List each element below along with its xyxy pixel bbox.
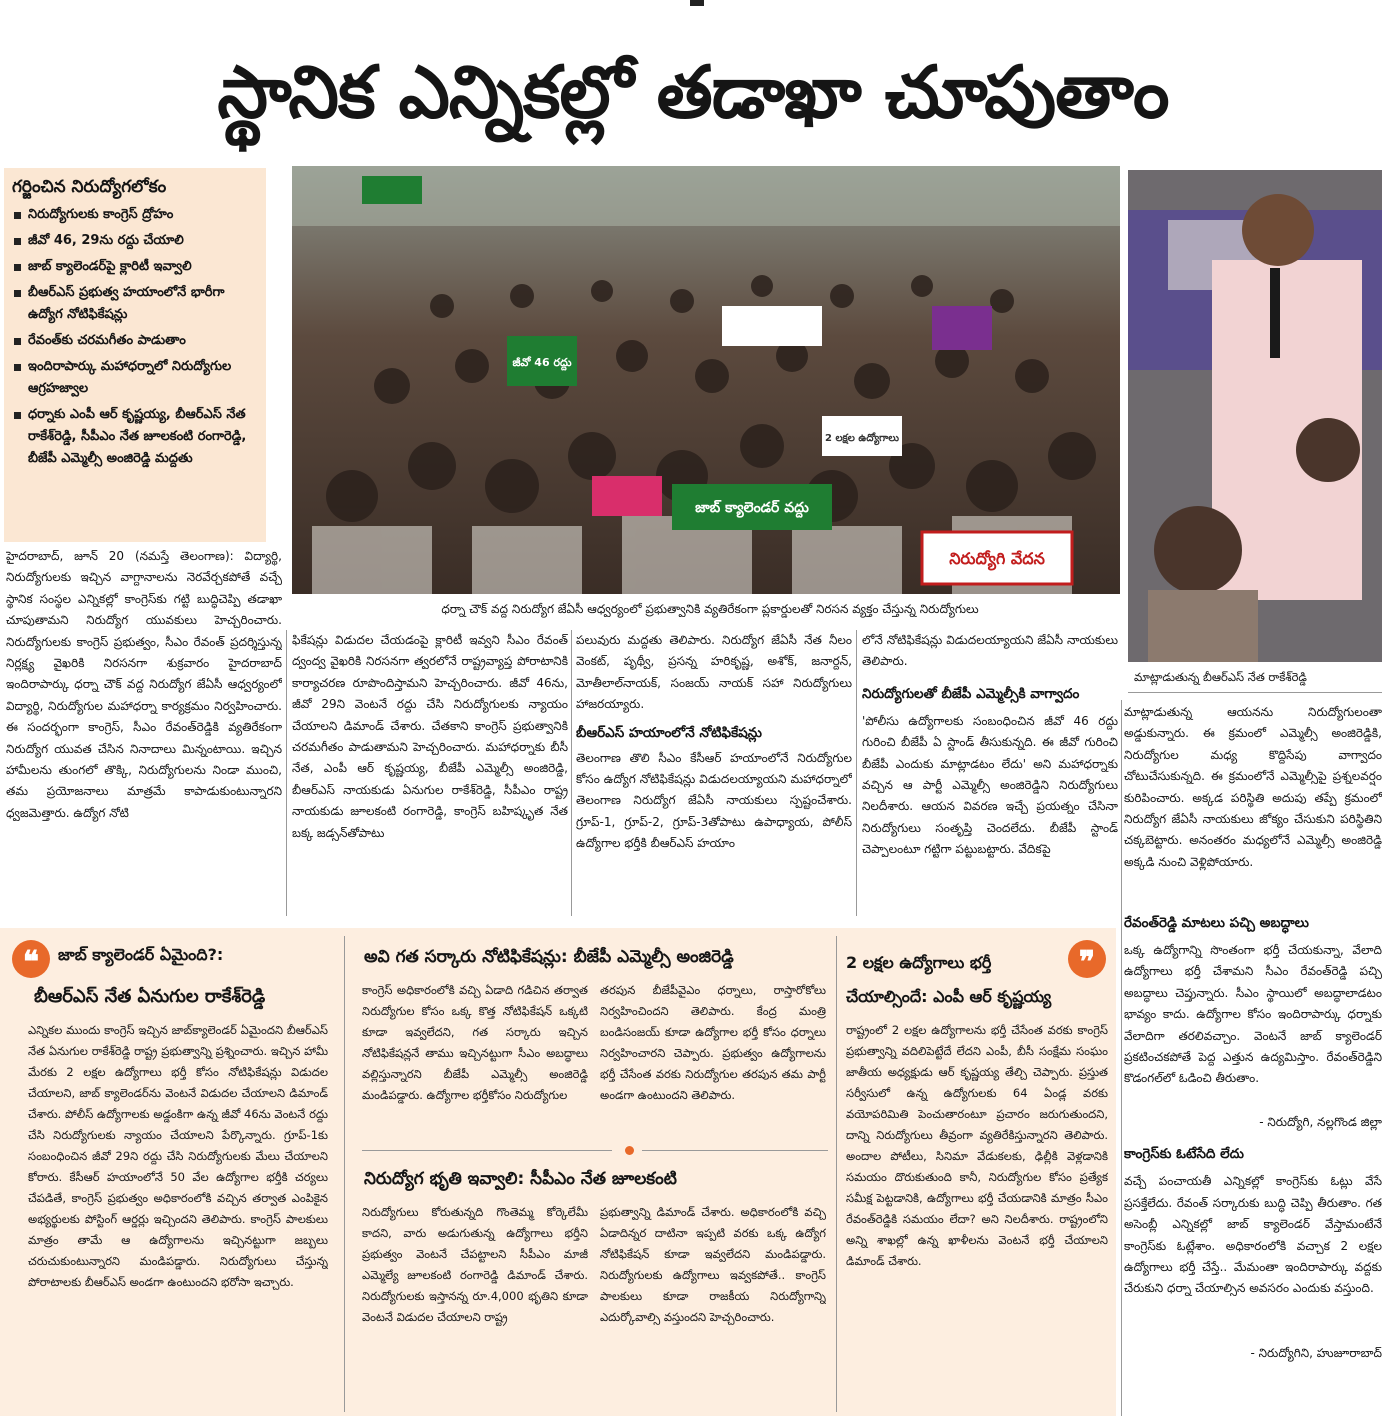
column-text: ఒక్క ఉద్యోగాన్ని సొంతంగా భర్తీ చేయకున్నా, వేలాది ఉద్యోగాలు భర్తీ చేశామని సీఎం రేవంత్‌రెడ్డి పచ్చి అబద్ధాలు చెప్తున్నారు. సీఎం స్థాయిలో అబద్ధాలాడటం భావ్యం కాదు. ఉద్యోగాల కోసం ఇందిరాపార్కు ధర్నాకు వేలాదిగా తరలివచ్చాం. వెంటనే జాబ్‌ క్యాలెండర్‌ ప్రకటించకపోతే పెద్ద ఎత్తున ఉద్యమిస్తాం. రేవంత్‌రెడ్డిని కొడంగల్‌లో ఓడించి తీరుతాం. [1124, 943, 1382, 1086]
divider [836, 936, 837, 1412]
article-column-1: హైదరాబాద్‌, జూన్‌ 20 (నమస్తే తెలంగాణ): విద్యార్థి, నిరుద్యోగులకు ఇచ్చిన వాగ్దానాలను నెరవేర్చకపోతే వచ్చే స్థానిక సంస్థల ఎన్నికల్లో కాంగ్రెస్‌కు గట్టి బుద్ధిచెప్పి తడాఖా చూపుతామని నిరుద్యోగ యువకులు హెచ్చరించారు. నిరుద్యోగులకు కాంగ్రెస్‌ ప్రభుత్వం, సీఎం రేవంత్‌ ప్రదర్శిస్తున్న నిర్లక్ష్య వైఖరికి నిరసనగా శుక్రవారం హైదరాబాద్‌ ఇందిరాపార్కు ధర్నా చౌక్‌ వద్ద నిరుద్యోగ జేఏసీ ఆధ్వర్యంలో విద్యార్థి, నిరుద్యోగుల మహాధర్నా కార్యక్రమం నిర్వహించారు. ఈ సందర్భంగా కాంగ్రెస్‌, సీఎం రేవంత్‌రెడ్డికి వ్యతిరేకంగా నిరుద్యోగ యువత చేసిన నినాదాలు మిన్నంటాయి. ఇచ్చిన హామీలను తుంగలో తొక్కి, నిరుద్యోగులను నిండా ముంచి, తమ ప్రయోజనాలు మాత్రమే కాపాడుకుంటున్నారని ధ్వజమెత్తారు. ఉద్యోగ నోటి [6, 549, 282, 820]
highlight-item: బీఆర్‌ఎస్‌ ప్రభుత్వ హయాంలోనే భారీగా ఉద్యోగ నోటిఫికేషన్లు [12, 282, 258, 326]
highlights-title: గర్జించిన నిరుద్యోగలోకం [12, 177, 167, 197]
divider [344, 936, 345, 1412]
quote-open-icon: ❝ [12, 940, 50, 978]
box1-text: ఎన్నికల ముందు కాంగ్రెస్‌ ఇచ్చిన జాబ్‌క్యాలెండర్‌ ఏమైందని బీఆర్‌ఎస్‌ నేత ఏనుగుల రాకేశ్‌రెడ్డి రాష్ట్ర ప్రభుత్వాన్ని ప్రశ్నించారు. ఇచ్చిన హామీ మేరకు 2 లక్షల ఉద్యోగాలు భర్తీ కోసం నోటిఫికేషన్లు విడుదల చేయాలని, జాబ్‌ క్యాలెండర్‌ను వెంటనే విడుదల చేయాలని డిమాండ్‌ చేశారు. పోలీస్‌ ఉద్యోగాలకు అడ్డంకిగా ఉన్న జీవో 46ను వెంటనే రద్దు చేసి నిరుద్యోగులకు న్యాయం చేయాలని పేర్కొన్నారు. గ్రూప్‌-1కు సంబంధించిన జీవో 29ని రద్దు చేసి నిరుద్యోగులకు మేలు చేయాలని కోరారు. కేసీఆర్‌ హయాంలోనే 50 వేల ఉద్యోగాల భర్తీకి చర్యలు చేపడితే, కాంగ్రెస్‌ ప్రభుత్వం అధికారంలోకి వచ్చిన తర్వాత ఎంపికైన అభ్యర్థులకు పోస్టింగ్‌ ఆర్డర్లు ఇచ్చిందని తెలిపారు. కాంగ్రెస్‌ పాలకులు మాత్రం తామే ఆ ఉద్యోగాలను ఇచ్చినట్టుగా జబ్బలు చరుచుకుంటున్నారని మండిపడ్డారు. నిరుద్యోగులు చేస్తున్న పోరాటాలకు బీఆర్‌ఎస్‌ అండగా ఉంటుందని భరోసా ఇచ్చారు. [28, 1023, 328, 1289]
highlight-item: జాబ్‌ క్యాలెండర్‌పై క్లారిటీ ఇవ్వాలి [12, 256, 258, 278]
column-text: మాట్లాడుతున్న ఆయనను నిరుద్యోగులంతా అడ్డుకున్నారు. ఈ క్రమంలో ఎమ్మెల్సీ అంజిరెడ్డికి, నిరుద్యోగుల మధ్య కొద్దిసేపు వాగ్వాదం చోటుచేసుకున్నది. ఈ క్రమంలోనే ఎమ్మెల్సీపై ప్రశ్నలవర్షం కురిపించారు. అక్కడ పరిస్థితి అదుపు తప్పే క్రమంలో నిరుద్యోగ జేఏసీ నాయకులు జోక్యం చేసుకుని పరిస్థితిని చక్కబెట్టారు. అనంతరం మధ్యలోనే ఎమ్మెల్సీ అంజిరెడ్డి అక్కడి నుంచి వెళ్లిపోయారు. [1124, 705, 1382, 869]
placard-text: 2 లక్షల ఉద్యోగాలు [825, 433, 899, 444]
highlight-item: ధర్నాకు ఎంపీ ఆర్‌ కృష్ణయ్య, బీఆర్‌ఎస్‌ నేత రాకేశ్‌రెడ్డి, సీపీఎం నేత జూలకంటి రంగారెడ్డి, బీజేపీ ఎమ్మెల్సీ అంజిరెడ్డి మద్దతు [12, 404, 258, 470]
article-column-4 [862, 630, 1118, 881]
quote-close-icon: ❞ [1068, 940, 1106, 978]
box4-text: రాష్ట్రంలో 2 లక్షల ఉద్యోగాలను భర్తీ చేసేంత వరకు కాంగ్రెస్‌ ప్రభుత్వాన్ని వదిలిపెట్టేదే లేదని ఎంపీ, బీసీ సంక్షేమ సంఘం జాతీయ అధ్యక్షుడు ఆర్‌ కృష్ణయ్య తేల్చి చెప్పారు. ప్రస్తుత సర్వీసులో ఉన్న ఉద్యోగులకు 64 ఏండ్ల వరకు వయోపరిమితి పెంచుతారంటూ ప్రచారం జరుగుతుందని, దాన్ని నిరుద్యోగులు తీవ్రంగా వ్యతిరేకిస్తున్నారని తెలిపారు. అందాల పోటీలు, సినిమా వేడుకలకు, ఢిల్లీకి వెళ్లడానికి సమయం దొరుకుతుంది కానీ, నిరుద్యోగుల కోసం ప్రత్యేక సమీక్ష పెట్టడానికి, ఉద్యోగాలు భర్తీ చేయడానికి మాత్రం సీఎం రేవంత్‌రెడ్డికి సమయం లేదా? అని నిలదీశారు. రాష్ట్రంలోని అన్ని శాఖల్లో ఉన్న ఖాళీలను వెంటనే భర్తీ చేయాలని డిమాండ్‌ చేశారు. [846, 1023, 1108, 1268]
speaker-photo [1128, 170, 1382, 662]
subheading: నిరుద్యోగులతో బీజేపీ ఎమ్మెల్సీకి వాగ్వాదం [862, 685, 1080, 702]
box3-heading: నిరుద్యోగ భృతి ఇవ్వాలి: సీపీఎం నేత జూలకంటి [364, 1169, 677, 1189]
column-text: లోనే నోటిఫికేషన్లు విడుదలయ్యాయని జేఏసీ నాయకులు తెలిపారు. [862, 633, 1118, 669]
divider [1121, 700, 1122, 1416]
separator-dot [625, 1146, 634, 1155]
column-text: వచ్చే పంచాయతీ ఎన్నికల్లో కాంగ్రెస్‌కు ఓట్లు వేసే ప్రసక్తేలేదు. రేవంత్‌ సర్కారుకు బుద్ధి చెప్పి తీరుతాం. గత అసెంబ్లీ ఎన్నికల్లో జాబ్‌ క్యాలెండర్‌ వేస్తామంటేనే కాంగ్రెస్‌కు ఓట్లేశాం. అధికారంలోకి వచ్చాక 2 లక్షల ఉద్యోగాలు భర్తీ చేస్తే.. మేమంతా ఇందిరాపార్కు వద్దకు చేరుకుని ధర్నా చేయాల్సిన అవసరం ఎందుకు వస్తుంది. [1124, 1174, 1382, 1296]
highlights-list [4, 204, 266, 470]
divider [571, 630, 572, 916]
protest-photo [292, 166, 1120, 594]
headline: స్థానిక ఎన్నికల్లో తడాఖా చూపుతాం [217, 50, 1169, 134]
article-column-5 [1124, 702, 1382, 1365]
column-text: పలువురు మద్దతు తెలిపారు. నిరుద్యోగ జేఏసీ నేత నీలం వెంకట్‌, పృథ్వీ, ప్రసన్న హరికృష్ణ, అశోక్‌, జనార్దన్‌, మోతీలాల్‌నాయక్‌, సంజయ్‌ నాయక్‌ సహా నిరుద్యోగులు హాజరయ్యారు. [576, 633, 852, 712]
box3-text: నిరుద్యోగులు కోరుతున్నది గొంతెమ్మ కోర్కెలేమీ కాదని, వారు అడుగుతున్న ఉద్యోగాలు భర్తీని ప్రభుత్వం వెంటనే చేపట్టాలని సీపీఎం మాజీ ఎమ్మెల్యే జూలకంటి రంగారెడ్డి డిమాండ్‌ చేశారు. నిరుద్యోగులకు ఇస్తానన్న రూ.4,000 భృతిని కూడా వెంటనే విడుదల చేయాలని రాష్ట్ర [362, 1205, 588, 1324]
placard-text: జాబ్‌ క్యాలెండర్‌ వద్దు [695, 500, 809, 516]
byline: - నిరుద్యోగిని, హుజూరాబాద్‌ [1250, 1346, 1382, 1361]
highlight-item: నిరుద్యోగులకు కాంగ్రెస్‌ ద్రోహం [12, 204, 258, 226]
divider [642, 1150, 828, 1151]
top-bar [0, 0, 1386, 8]
box1-heading: బీఆర్‌ఎస్‌ నేత ఏనుగుల రాకేశ్‌రెడ్డి [34, 986, 266, 1007]
byline: - నిరుద్యోగి, నల్లగొండ జిల్లా [1259, 1115, 1382, 1129]
highlight-item: రేవంత్‌కు చరమగీతం పాడుతాం [12, 330, 258, 352]
placard-text: జీవో 46 రద్దు [512, 356, 572, 369]
box4-heading: చేయాల్సిందే: ఎంపీ ఆర్‌ కృష్ణయ్య [846, 987, 1052, 1006]
column-text: 'పోలీసు ఉద్యోగాలకు సంబంధించిన జీవో 46 రద్దు గురించి బీజేపీ ఏ స్టాండ్‌ తీసుకున్నది. ఈ జీవో గురించి బీజేపీ ఎందుకు మాట్లాడటం లేదు' అని మహాధర్నాకు వచ్చిన ఆ పార్టీ ఎమ్మెల్సీ అంజిరెడ్డిని నిరుద్యోగులు నిలదీశారు. ఆయన వివరణ ఇచ్చే ప్రయత్నం చేసినా నిరుద్యోగులు సంతృప్తి చెందలేదు. బీజేపీ స్టాండ్‌ చెప్పాలంటూ గట్టిగా పట్టుబట్టారు. వేదికపై [862, 713, 1118, 857]
box2-heading: అవి గత సర్కారు నోటిఫికేషన్లు: బీజేపీ ఎమ్మెల్సీ అంజిరెడ్డి [364, 947, 734, 967]
box3-text: ప్రభుత్వాన్ని డిమాండ్‌ చేశారు. అధికారంలోకి వచ్చి ఏడాదిన్నర దాటినా ఇప్పటి వరకు ఒక్క ఉద్యోగ నోటిఫికేషన్‌ కూడా ఇవ్వలేదని మండిపడ్డారు. నిరుద్యోగులకు ఉద్యోగాలు ఇవ్వకపోతే.. కాంగ్రెస్‌ పాలకులు కూడా రాజకీయ నిరుద్యోగాన్ని ఎదుర్కోవాల్సి వస్తుందని హెచ్చరించారు. [600, 1205, 826, 1324]
highlight-item: ఇందిరాపార్కు మహాధర్నాలో నిరుద్యోగుల ఆగ్రహజ్వాల [12, 356, 258, 400]
divider [286, 630, 287, 916]
box1-heading: జాబ్‌ క్యాలెండర్‌ ఏమైంది?: [58, 945, 224, 964]
subheading: కాంగ్రెస్‌కు ఓటేసేది లేదు [1124, 1146, 1244, 1163]
main-photo-caption: ధర్నా చౌక్‌ వద్ద నిరుద్యోగ జేఏసీ ఆధ్వర్యంలో ప్రభుత్వానికి వ్యతిరేకంగా ప్లకార్డులతో నిరసన వ్యక్తం చేస్తున్న నిరుద్యోగులు [441, 602, 979, 616]
column-text: తెలంగాణ తొలి సీఎం కేసీఆర్‌ హయాంలోనే నిరుద్యోగుల కోసం ఉద్యోగ నోటిఫికేషన్లు విడుదలయ్యాయని మహాధర్నాలో తెలంగాణ నిరుద్యోగ జేఏసీ నాయకులు స్పష్టంచేశారు. గ్రూప్‌-1, గ్రూప్‌-2, గ్రూప్‌-3తోపాటు ఉపాధ్యాయ, పోలీస్‌ ఉద్యోగాల భర్తీకి బీఆర్‌ఎస్‌ హయాం [576, 750, 852, 851]
box4-heading: 2 లక్షల ఉద్యోగాలు భర్తీ [846, 953, 992, 972]
subheading: రేవంత్‌రెడ్డి మాటలు పచ్చి అబద్ధాలు [1124, 915, 1309, 931]
placard-text: నిరుద్యోగి వేదన [949, 549, 1045, 568]
divider [1128, 692, 1382, 693]
article-column-2: ఫికేషన్లు విడుదల చేయడంపై క్లారిటీ ఇవ్వని సీఎం రేవంత్‌ ద్వంద్వ వైఖరికి నిరసనగా త్వరలోనే రాష్ట్రవ్యాప్త పోరాటానికి కార్యాచరణ రూపొందిస్తామని హెచ్చరించారు. జీవో 46ను, జీవో 29ని వెంటనే రద్దు చేసి నిరుద్యోగులకు న్యాయం చేయాలని డిమాండ్‌ చేశారు. చేతకాని కాంగ్రెస్‌ ప్రభుత్వానికి చరమగీతం పాడుతామని హెచ్చరించారు. మహాధర్నాకు బీసీ నేత, ఎంపీ ఆర్‌ కృష్ణయ్య, బీజేపీ ఎమ్మెల్సీ అంజిరెడ్డి, బీఆర్‌ఎస్‌ నాయకుడు ఏనుగుల రాకేశ్‌రెడ్డి, సీపీఎం రాష్ట్ర నాయకుడు జూలకంటి రంగారెడ్డి, కాంగ్రెస్‌ బహిష్కృత నేత బక్క జడ్సన్‌తోపాటు [292, 633, 568, 840]
highlights-box [4, 168, 266, 542]
divider [362, 1150, 612, 1151]
box2-text: కాంగ్రెస్‌ అధికారంలోకి వచ్చి ఏడాది గడిచిన తర్వాత నిరుద్యోగుల కోసం ఒక్క కొత్త నోటిఫికేషన్‌ ఒక్కటి కూడా ఇవ్వలేదని, గత సర్కారు ఇచ్చిన నోటిఫికేషన్లనే తాము ఇచ్చినట్టుగా సీఎం అబద్ధాలు వల్లిస్తున్నారని బీజేపీ ఎమ్మెల్సీ అంజిరెడ్డి మండిపడ్డారు. ఉద్యోగాల భర్తీకోసం నిరుద్యోగుల [362, 983, 588, 1102]
article-column-3 [576, 630, 852, 908]
subheading: బీఆర్‌ఎస్‌ హయాంలోనే నోటిఫికేషన్లు [576, 724, 762, 741]
highlight-item: జీవో 46, 29ను రద్దు చేయాలి [12, 230, 258, 252]
box2-text: తరపున బీజేపీవైఎం ధర్నాలు, రాస్తారోకోలు నిర్వహించిందని తెలిపారు. కేంద్ర మంత్రి బండిసంజయ్‌ కూడా ఉద్యోగాల భర్తీ కోసం ధర్నాలు నిర్వహించారని చెప్పారు. ప్రభుత్వం ఉద్యోగాలను భర్తీ చేసేంత వరకు నిరుద్యోగుల తరపున తమ పార్టీ అండగా ఉంటుందని తెలిపారు. [600, 983, 826, 1102]
side-photo-caption: మాట్లాడుతున్న బీఆర్‌ఎస్‌ నేత రాకేశ్‌రెడ్డి [1134, 670, 1307, 684]
divider [856, 630, 857, 916]
